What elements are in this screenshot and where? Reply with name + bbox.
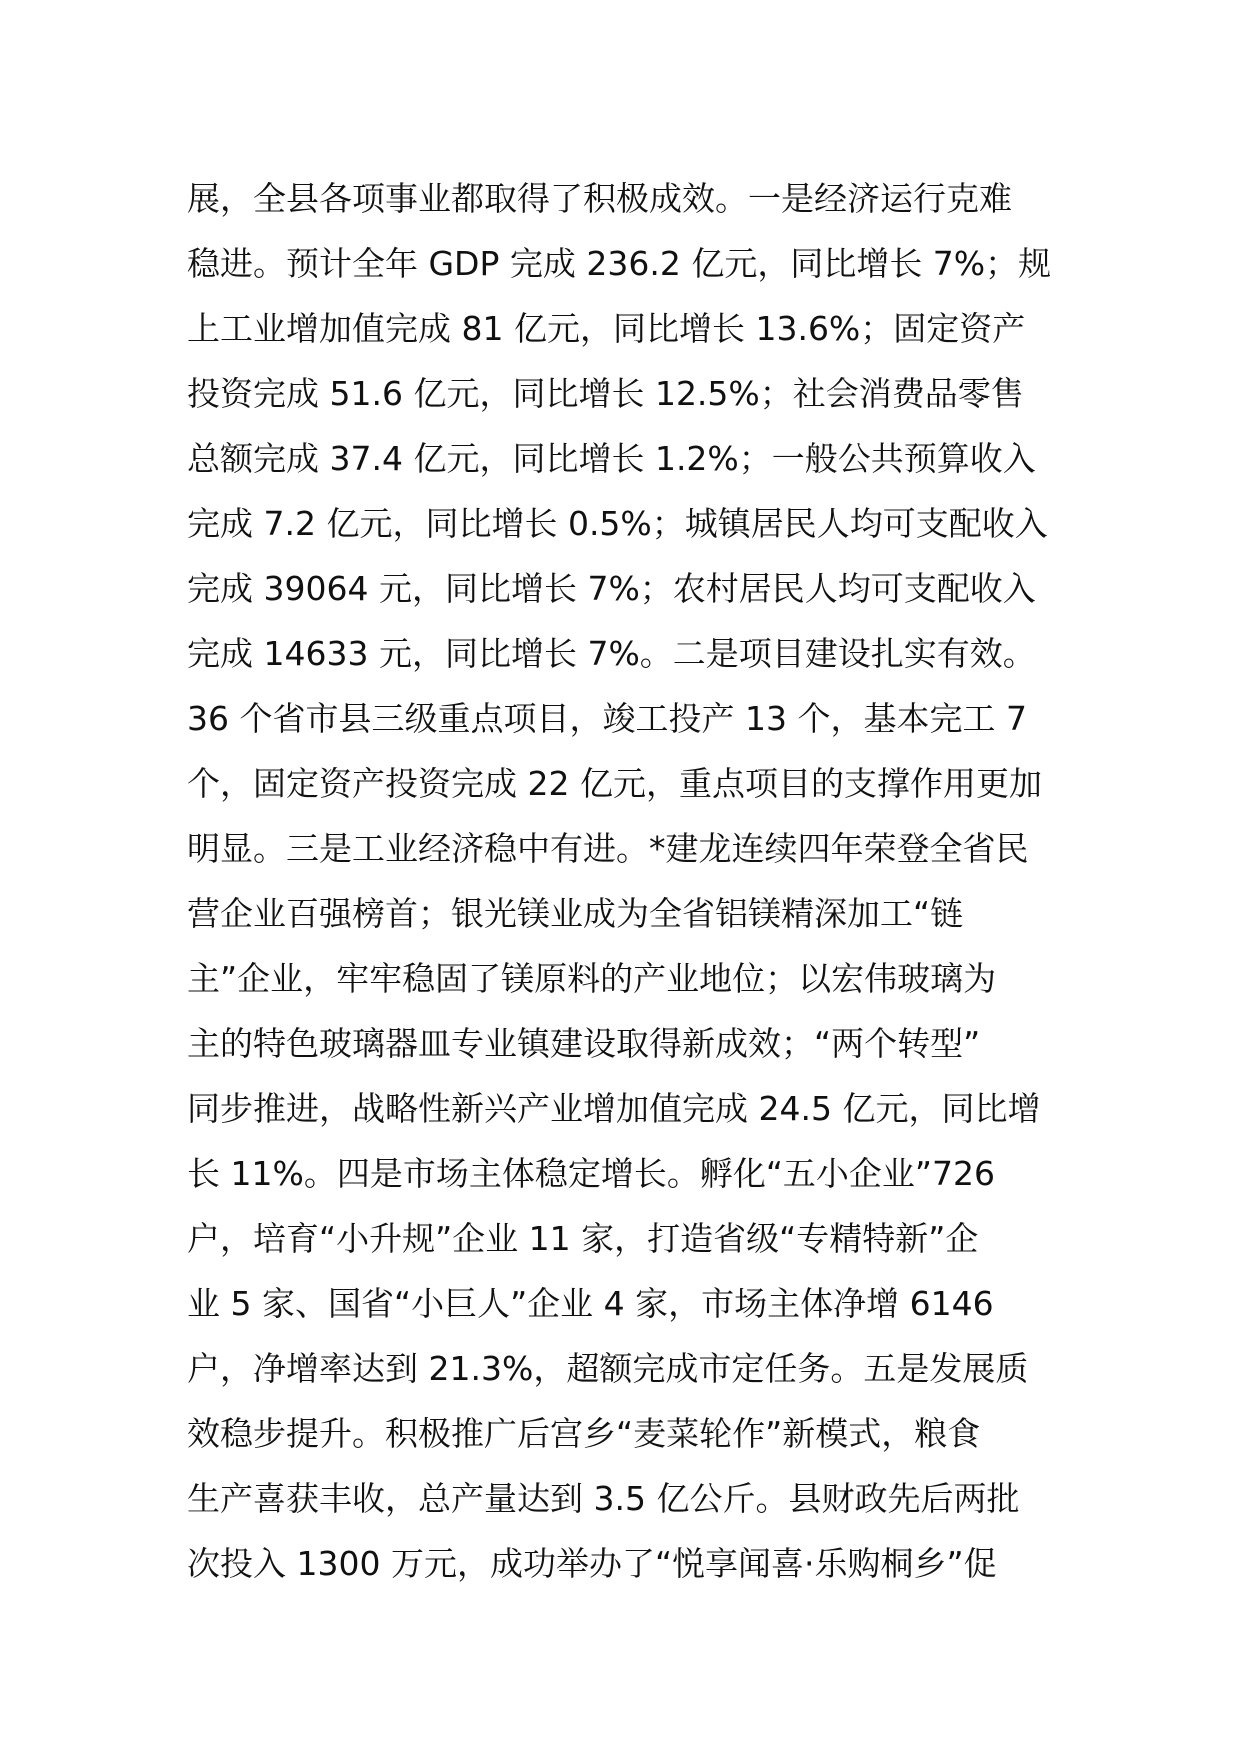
text-line: 营企业百强榜首；银光镁业成为全省铝镁精深加工“链 bbox=[187, 894, 964, 933]
body-paragraph bbox=[187, 166, 1067, 1596]
text-line: 完成 7.2 亿元，同比增长 0.5%；城镇居民人均可支配收入 bbox=[187, 504, 1048, 543]
text-line: 主”企业，牢牢稳固了镁原料的产业地位；以宏伟玻璃为 bbox=[187, 959, 997, 998]
text-line: 生产喜获丰收，总产量达到 3.5 亿公斤。县财政先后两批 bbox=[187, 1479, 1020, 1518]
text-line: 展，全县各项事业都取得了积极成效。一是经济运行克难 bbox=[187, 179, 1012, 218]
text-line: 效稳步提升。积极推广后宫乡“麦菜轮作”新模式，粮食 bbox=[187, 1414, 981, 1453]
text-line: 户，培育“小升规”企业 11 家，打造省级“专精特新”企 bbox=[187, 1219, 979, 1258]
text-line: 个，固定资产投资完成 22 亿元，重点项目的支撑作用更加 bbox=[187, 764, 1042, 803]
text-line: 完成 39064 元，同比增长 7%；农村居民人均可支配收入 bbox=[187, 569, 1036, 608]
text-line: 业 5 家、国省“小巨人”企业 4 家，市场主体净增 6146 bbox=[187, 1284, 994, 1323]
text-line: 36 个省市县三级重点项目，竣工投产 13 个，基本完工 7 bbox=[187, 699, 1027, 738]
text-line: 明显。三是工业经济稳中有进。*建龙连续四年荣登全省民 bbox=[187, 829, 1029, 868]
text-line: 同步推进，战略性新兴产业增加值完成 24.5 亿元，同比增 bbox=[187, 1089, 1041, 1128]
text-line: 长 11%。四是市场主体稳定增长。孵化“五小企业”726 bbox=[187, 1154, 996, 1193]
text-line: 次投入 1300 万元，成功举办了“悦享闻喜·乐购桐乡”促 bbox=[187, 1544, 997, 1583]
text-line: 户，净增率达到 21.3%，超额完成市定任务。五是发展质 bbox=[187, 1349, 1029, 1388]
text-line: 完成 14633 元，同比增长 7%。二是项目建设扎实有效。 bbox=[187, 634, 1036, 673]
text-line: 稳进。预计全年 GDP 完成 236.2 亿元，同比增长 7%；规 bbox=[187, 244, 1052, 283]
text-line: 上工业增加值完成 81 亿元，同比增长 13.6%；固定资产 bbox=[187, 309, 1026, 348]
text-line: 总额完成 37.4 亿元，同比增长 1.2%；一般公共预算收入 bbox=[187, 439, 1036, 478]
text-line: 投资完成 51.6 亿元，同比增长 12.5%；社会消费品零售 bbox=[187, 374, 1024, 413]
text-line: 主的特色玻璃器皿专业镇建设取得新成效；“两个转型” bbox=[187, 1024, 981, 1063]
